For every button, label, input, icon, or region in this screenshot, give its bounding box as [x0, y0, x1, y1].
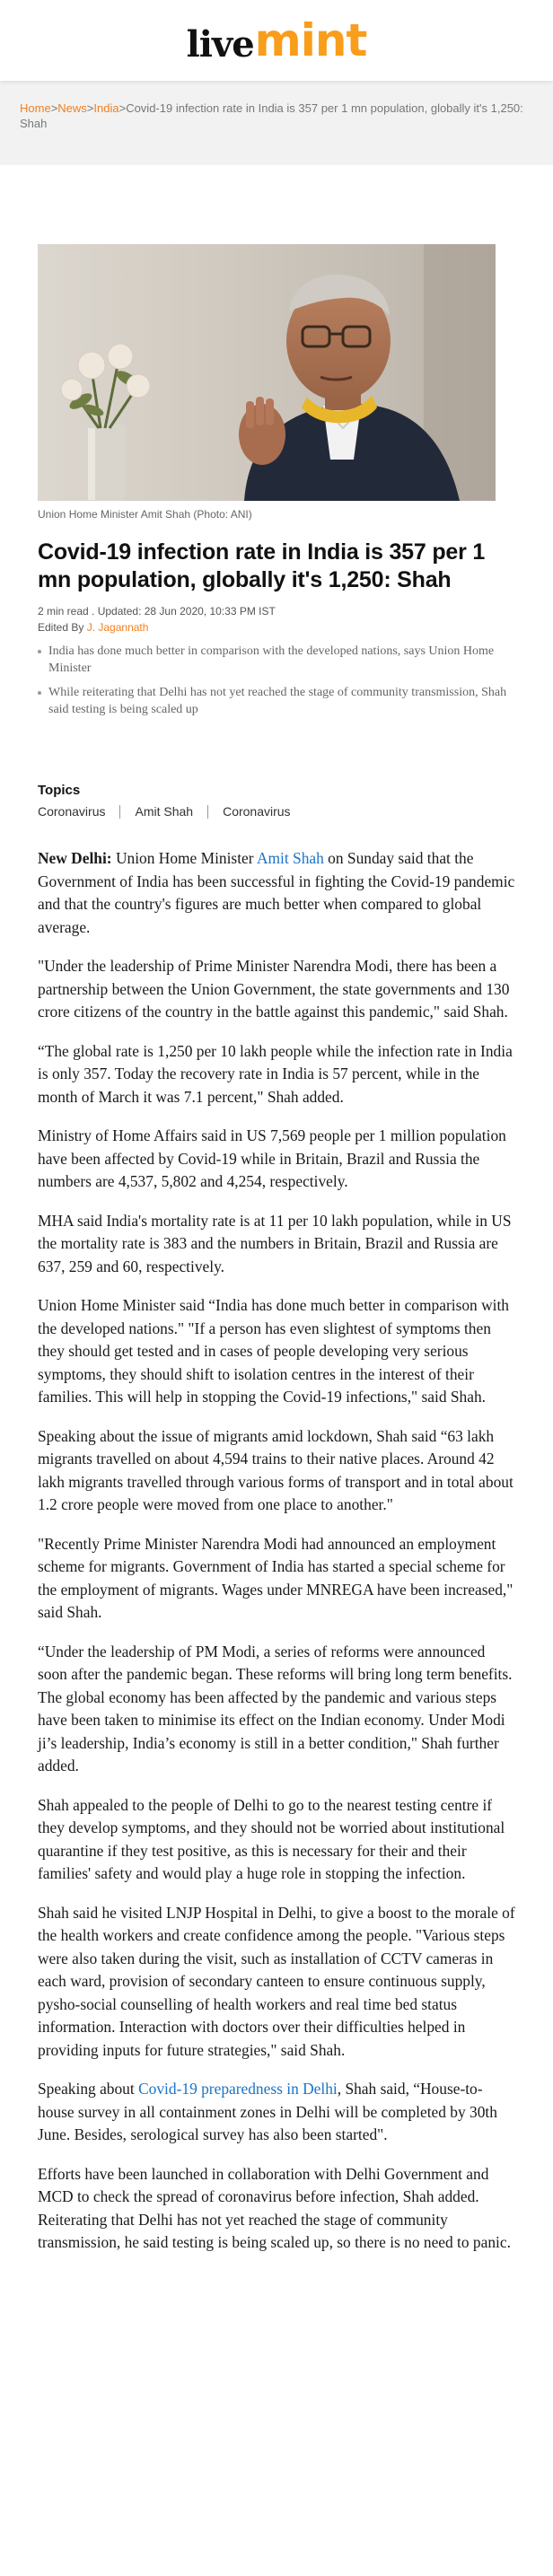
article-meta — [38, 603, 517, 635]
breadcrumb-separator: > — [50, 101, 58, 115]
topic-link-amit-shah[interactable]: Amit Shah — [119, 805, 207, 819]
body-paragraph: Speaking about the issue of migrants amid lockdown, Shah said “63 lakh migrants travelled on about 4,594 trains to their native places. Around 42 lakh migrants travelled through various forms of transport and in total about 1.2 crore people were moved from one place to another." — [38, 1426, 514, 1513]
breadcrumb — [0, 81, 553, 165]
topics-section — [38, 783, 517, 819]
edited-by — [38, 619, 517, 635]
topic-link-coronavirus[interactable]: Coronavirus — [38, 804, 106, 819]
dateline: New Delhi: — [38, 849, 112, 867]
body-paragraph: Shah appealed to the people of Delhi to go to the nearest testing centre if they develop symptoms, and they should not be worried about institutional quarantine if they test positive, as this is necessary for their and their families' safety and would play a huge role in stopping the infection. — [38, 1795, 505, 1882]
amit-shah-photo — [38, 244, 496, 501]
body-text-run: Union Home Minister — [111, 849, 257, 867]
read-time-updated: 2 min read . Updated: 28 Jun 2020, 10:33 PM IST — [38, 605, 276, 618]
body-text-run: Speaking about — [38, 2080, 139, 2098]
article-headline: Covid-19 infection rate in India is 357 per 1 mn population, globally it's 1,250: Shah — [38, 539, 486, 592]
breadcrumb-home[interactable]: Home — [20, 101, 51, 115]
breadcrumb-separator: > — [118, 101, 127, 115]
body-paragraph: “Under the leadership of PM Modi, a series of reforms were announced soon after the pandemic began. These reforms will bring long term benefits. The global economy has been affected by the pandemic and various steps have been taken to minimise its effect on the Indian economy. Under Modi ji’s leadership, India’s economy is still in a better condition," Shah further added. — [38, 1642, 513, 1774]
body-paragraph: "Under the leadership of Prime Minister Narendra Modi, there has been a partnership between the Union Government, the state governments and 130 crore citizens of the country in the battle against this pandemic," said Shah. — [38, 957, 510, 1021]
logo-live-text: live — [186, 23, 254, 66]
breadcrumb-news[interactable]: News — [57, 101, 87, 115]
body-paragraph: Ministry of Home Affairs said in US 7,569 people per 1 million population have been affected by Covid-19 while in Britain, Brazil and Russia the numbers are 4,537, 5,802 and 4,254, respectively. — [38, 1126, 506, 1190]
body-paragraph: Efforts have been launched in collaboration with Delhi Government and MCD to check the spread of coronavirus before infection, Shah added. Reiterating that Delhi has not yet reached the stage of community transmission, he said testing is being scaled up, so there is no need to panic. — [38, 2164, 511, 2251]
body-paragraph: "Recently Prime Minister Narendra Modi had announced an employment scheme for migrants. Government of India has started a special scheme for the employment of migrants. Wages under MNREGA have been increased," said Shah. — [38, 1534, 514, 1621]
topic-list — [38, 805, 517, 819]
breadcrumb-separator: > — [86, 101, 94, 115]
body-paragraph: Union Home Minister said “India has done much better in comparison with the developed nations." "If a person has even slightest of symptoms then they should get tested and in cases of people developing very serious symptoms, they should shift to isolation centres in the interest of their families. This will help in stopping the Covid-19 infections," said Shah. — [38, 1296, 509, 1406]
body-text-run: , Shah said, “House-to-house survey in all containment zones in Delhi will be completed by 30th June. Besides, serological survey has also been started". — [38, 2080, 497, 2143]
breadcrumb-current: Covid-19 infection rate in India is 357 per 1 mn population, globally it's 1,250: Shah — [20, 101, 523, 130]
topic-link-coronavirus[interactable]: Coronavirus — [207, 805, 304, 819]
edited-by-label: Edited By — [38, 621, 84, 634]
logo-mint-text: mint — [254, 14, 367, 66]
livemint-logo[interactable] — [186, 14, 367, 66]
body-paragraph: “The global rate is 1,250 per 10 lakh people while the infection rate in India is only 357. Today the recovery rate in India is 57 percent, while in the month of March it was 7.1 percent," Shah added. — [38, 1041, 513, 1106]
delhi-preparedness-link[interactable]: Covid-19 preparedness in Delhi — [138, 2080, 338, 2098]
topics-title: Topics — [38, 783, 81, 798]
hero-image — [38, 244, 496, 501]
amit-shah-link[interactable]: Amit Shah — [256, 849, 324, 867]
article-highlights — [38, 643, 517, 718]
body-paragraph: MHA said India's mortality rate is at 11 per 10 lakh population, while in US the mortality rate is 383 and the numbers in Britain, Brazil and Russia are 637, 259 and 60, respectively. — [38, 1211, 512, 1275]
highlight-item: India has done much better in comparison with the developed nations, says Union Home Minister — [38, 643, 517, 677]
editor-link[interactable]: J. Jagannath — [86, 621, 149, 634]
body-paragraph — [38, 847, 517, 939]
highlight-item: While reiterating that Delhi has not yet reached the stage of community transmission, Shah said testing is being scaled up — [38, 684, 517, 718]
article — [0, 244, 553, 2255]
body-paragraph: Shah said he visited LNJP Hospital in Delhi, to give a boost to the morale of the health workers and create confidence among the people. "Various steps were also taken during the visit, such as installation of CCTV cameras in each ward, provision of secondary canteen to ensure continuous supply, pysho-social counselling of health workers and real time bed status information. Interaction with doctors over their difficulties helped in providing inputs for future strategies," said Shah. — [38, 1903, 515, 2059]
body-text-run: on Sunday said that the Government of India has been successful in fighting the Covid-19 pandemic and that the country's figures are much better when compared to global average. — [38, 849, 515, 936]
breadcrumb-india[interactable]: India — [93, 101, 119, 115]
article-body — [38, 847, 517, 2255]
site-header — [0, 0, 553, 81]
body-paragraph — [38, 2078, 517, 2147]
hero-caption: Union Home Minister Amit Shah (Photo: ANI) — [38, 508, 252, 521]
